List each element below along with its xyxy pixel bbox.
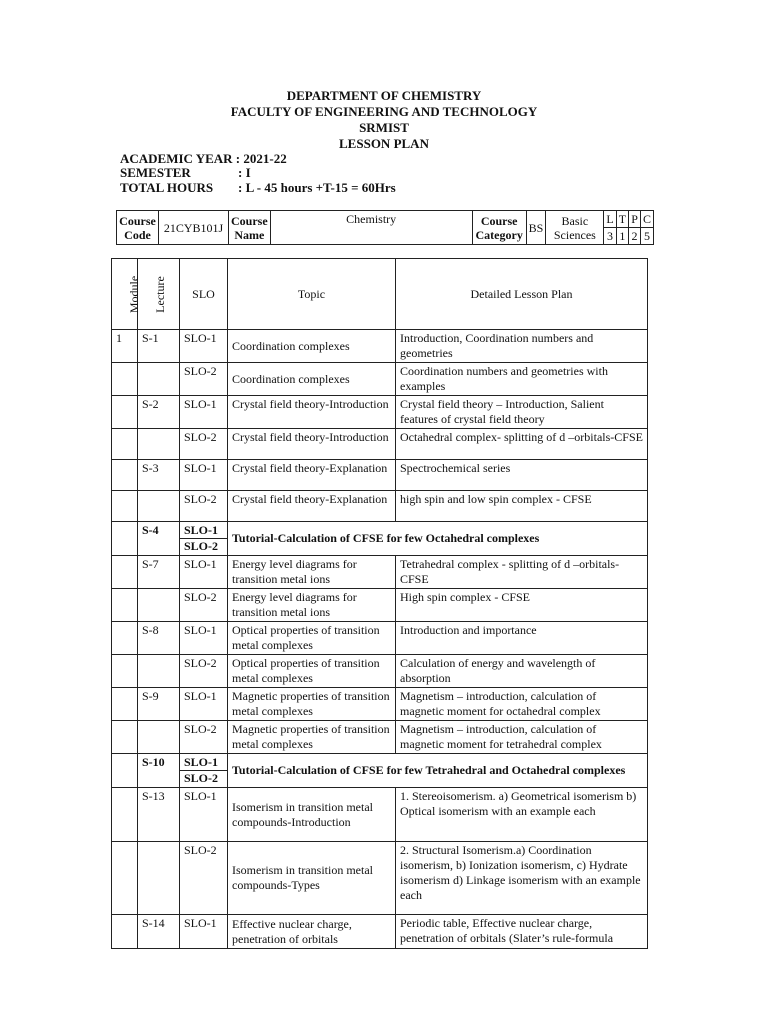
department-title: DEPARTMENT OF CHEMISTRY: [286, 88, 482, 103]
slo-cell: SLO-2: [180, 721, 228, 754]
academic-year-label: ACADEMIC YEAR : 2021-22: [120, 151, 287, 166]
course-name: Chemistry: [270, 211, 472, 245]
slo-cell: SLO-1: [180, 788, 228, 842]
lecture-cell: [138, 491, 180, 522]
lecture-cell: S-9: [138, 688, 180, 721]
detail-cell: Calculation of energy and wavelength of absorption: [396, 655, 648, 688]
topic-cell: Optical properties of transition metal complexes: [228, 655, 396, 688]
ltpc-header-l: L: [604, 211, 616, 228]
table-row: [112, 655, 648, 688]
lecture-cell: S-13: [138, 788, 180, 842]
table-row: [112, 330, 648, 363]
module-cell: [112, 655, 138, 688]
lecture-cell: S-8: [138, 622, 180, 655]
detail-cell: Tetrahedral complex - splitting of d –orbitals-CFSE: [396, 556, 648, 589]
topic-cell: Crystal field theory-Introduction: [228, 396, 396, 429]
lesson-plan-table: [111, 258, 648, 949]
ltpc-value-t: 1: [616, 228, 628, 245]
slo-cell: SLO-2: [180, 363, 228, 396]
ltpc-value-c: 5: [641, 228, 654, 245]
lecture-cell: [138, 589, 180, 622]
topic-cell: Magnetic properties of transition metal complexes: [228, 721, 396, 754]
course-code-label: Course Code: [117, 211, 159, 245]
module-cell: [112, 842, 138, 915]
module-cell: [112, 556, 138, 589]
lecture-cell: [138, 655, 180, 688]
detail-cell: Coordination numbers and geometries with examples: [396, 363, 648, 396]
ltpc-header-c: C: [641, 211, 654, 228]
slo-cell: SLO-1: [180, 622, 228, 655]
module-cell: [112, 788, 138, 842]
table-row: [112, 491, 648, 522]
course-code: 21CYB101J: [159, 211, 229, 245]
table-row: [112, 363, 648, 396]
document-title: LESSON PLAN: [339, 136, 429, 151]
module-cell: [112, 522, 138, 556]
detail-cell: 1. Stereoisomerism. a) Geometrical isomerism b) Optical isomerism with an example each: [396, 788, 648, 842]
topic-cell: Isomerism in transition metal compounds-Introduction: [228, 788, 396, 842]
lecture-cell: [138, 363, 180, 396]
table-row: [112, 721, 648, 754]
slo-cell: SLO-1: [180, 460, 228, 491]
lecture-cell: [138, 429, 180, 460]
table-row: [112, 788, 648, 842]
table-row: [112, 460, 648, 491]
table-row: [112, 396, 648, 429]
table-row: [112, 622, 648, 655]
slo-cell: SLO-2: [180, 589, 228, 622]
detail-header: Detailed Lesson Plan: [396, 259, 648, 330]
lecture-cell: S-3: [138, 460, 180, 491]
topic-cell: Energy level diagrams for transition metal ions: [228, 589, 396, 622]
module-cell: 1: [112, 330, 138, 363]
topic-cell: Optical properties of transition metal complexes: [228, 622, 396, 655]
slo-cell: SLO-1: [180, 915, 228, 949]
topic-cell: Coordination complexes: [228, 363, 396, 396]
slo-label: SLO-2: [180, 538, 227, 554]
lecture-cell: [138, 721, 180, 754]
topic-cell: Crystal field theory-Explanation: [228, 460, 396, 491]
semester-label: SEMESTER: [120, 165, 191, 180]
module-cell: [112, 460, 138, 491]
lecture-cell: [138, 842, 180, 915]
slo-cell: SLO-2: [180, 655, 228, 688]
module-cell: [112, 429, 138, 460]
detail-cell: Magnetism – introduction, calculation of magnetic moment for tetrahedral complex: [396, 721, 648, 754]
topic-cell: Magnetic properties of transition metal complexes: [228, 688, 396, 721]
slo-cell: [180, 754, 228, 788]
topic-cell: Crystal field theory-Introduction: [228, 429, 396, 460]
slo-cell: SLO-1: [180, 330, 228, 363]
lecture-cell: S-2: [138, 396, 180, 429]
detail-cell: Introduction and importance: [396, 622, 648, 655]
course-category: BS: [526, 211, 546, 245]
tutorial-topic-cell: Tutorial-Calculation of CFSE for few Octahedral complexes: [228, 522, 648, 556]
course-name-label: Course Name: [229, 211, 271, 245]
module-cell: [112, 915, 138, 949]
table-row: [112, 842, 648, 915]
detail-cell: High spin complex - CFSE: [396, 589, 648, 622]
institution-title: SRMIST: [359, 120, 409, 135]
detail-cell: Spectrochemical series: [396, 460, 648, 491]
detail-cell: Introduction, Coordination numbers and geometries: [396, 330, 648, 363]
lecture-cell: S-10: [138, 754, 180, 788]
slo-cell: SLO-1: [180, 688, 228, 721]
detail-cell: high spin and low spin complex - CFSE: [396, 491, 648, 522]
table-row: [112, 915, 648, 949]
table-row: [112, 589, 648, 622]
topic-cell: Energy level diagrams for transition metal ions: [228, 556, 396, 589]
topic-header: Topic: [228, 259, 396, 330]
total-hours-label: TOTAL HOURS: [120, 180, 214, 195]
course-info-table: [116, 210, 654, 245]
tutorial-row: [112, 754, 648, 788]
faculty-title: FACULTY OF ENGINEERING AND TECHNOLOGY: [230, 104, 538, 119]
module-cell: [112, 688, 138, 721]
detail-cell: Magnetism – introduction, calculation of magnetic moment for octahedral complex: [396, 688, 648, 721]
slo-label: SLO-1: [184, 755, 219, 769]
topic-cell: Effective nuclear charge, penetration of orbitals: [228, 915, 396, 949]
table-row: [112, 688, 648, 721]
module-header: Module: [112, 259, 138, 330]
module-cell: [112, 491, 138, 522]
ltpc-header-p: P: [629, 211, 641, 228]
module-cell: [112, 754, 138, 788]
slo-cell: SLO-2: [180, 429, 228, 460]
lecture-header: Lecture: [138, 259, 180, 330]
slo-header: SLO: [180, 259, 228, 330]
slo-label: SLO-1: [184, 523, 219, 537]
table-header-row: [112, 259, 648, 330]
detail-cell: Octahedral complex- splitting of d –orbitals-CFSE: [396, 429, 648, 460]
tutorial-topic-cell: Tutorial-Calculation of CFSE for few Tetrahedral and Octahedral complexes: [228, 754, 648, 788]
topic-cell: Isomerism in transition metal compounds-Types: [228, 842, 396, 915]
table-row: [112, 429, 648, 460]
lecture-cell: S-7: [138, 556, 180, 589]
slo-cell: SLO-1: [180, 396, 228, 429]
lecture-cell: S-1: [138, 330, 180, 363]
detail-cell: 2. Structural Isomerism.a) Coordination isomerism, b) Ionization isomerism, c) Hydrate isomerism d) Linkage isomerism with an example each: [396, 842, 648, 915]
module-cell: [112, 396, 138, 429]
topic-cell: Coordination complexes: [228, 330, 396, 363]
semester-value: : I: [238, 165, 251, 180]
slo-label: SLO-2: [180, 770, 227, 786]
module-cell: [112, 721, 138, 754]
ltpc-value-l: 3: [604, 228, 616, 245]
slo-cell: SLO-2: [180, 491, 228, 522]
ltpc-header-t: T: [616, 211, 628, 228]
table-row: [112, 556, 648, 589]
detail-cell: Crystal field theory – Introduction, Salient features of crystal field theory: [396, 396, 648, 429]
topic-cell: Crystal field theory-Explanation: [228, 491, 396, 522]
tutorial-row: [112, 522, 648, 556]
slo-cell: [180, 522, 228, 556]
detail-cell: Periodic table, Effective nuclear charge, penetration of orbitals (Slater’s rule-formula: [396, 915, 648, 949]
lecture-cell: S-4: [138, 522, 180, 556]
lecture-cell: S-14: [138, 915, 180, 949]
ltpc-value-p: 2: [629, 228, 641, 245]
course-category-label: Course Category: [472, 211, 526, 245]
total-hours-value: : L - 45 hours +T-15 = 60Hrs: [238, 180, 396, 195]
module-cell: [112, 589, 138, 622]
slo-cell: SLO-1: [180, 556, 228, 589]
module-cell: [112, 363, 138, 396]
course-category-name: Basic Sciences: [546, 211, 604, 245]
slo-cell: SLO-2: [180, 842, 228, 915]
module-cell: [112, 622, 138, 655]
